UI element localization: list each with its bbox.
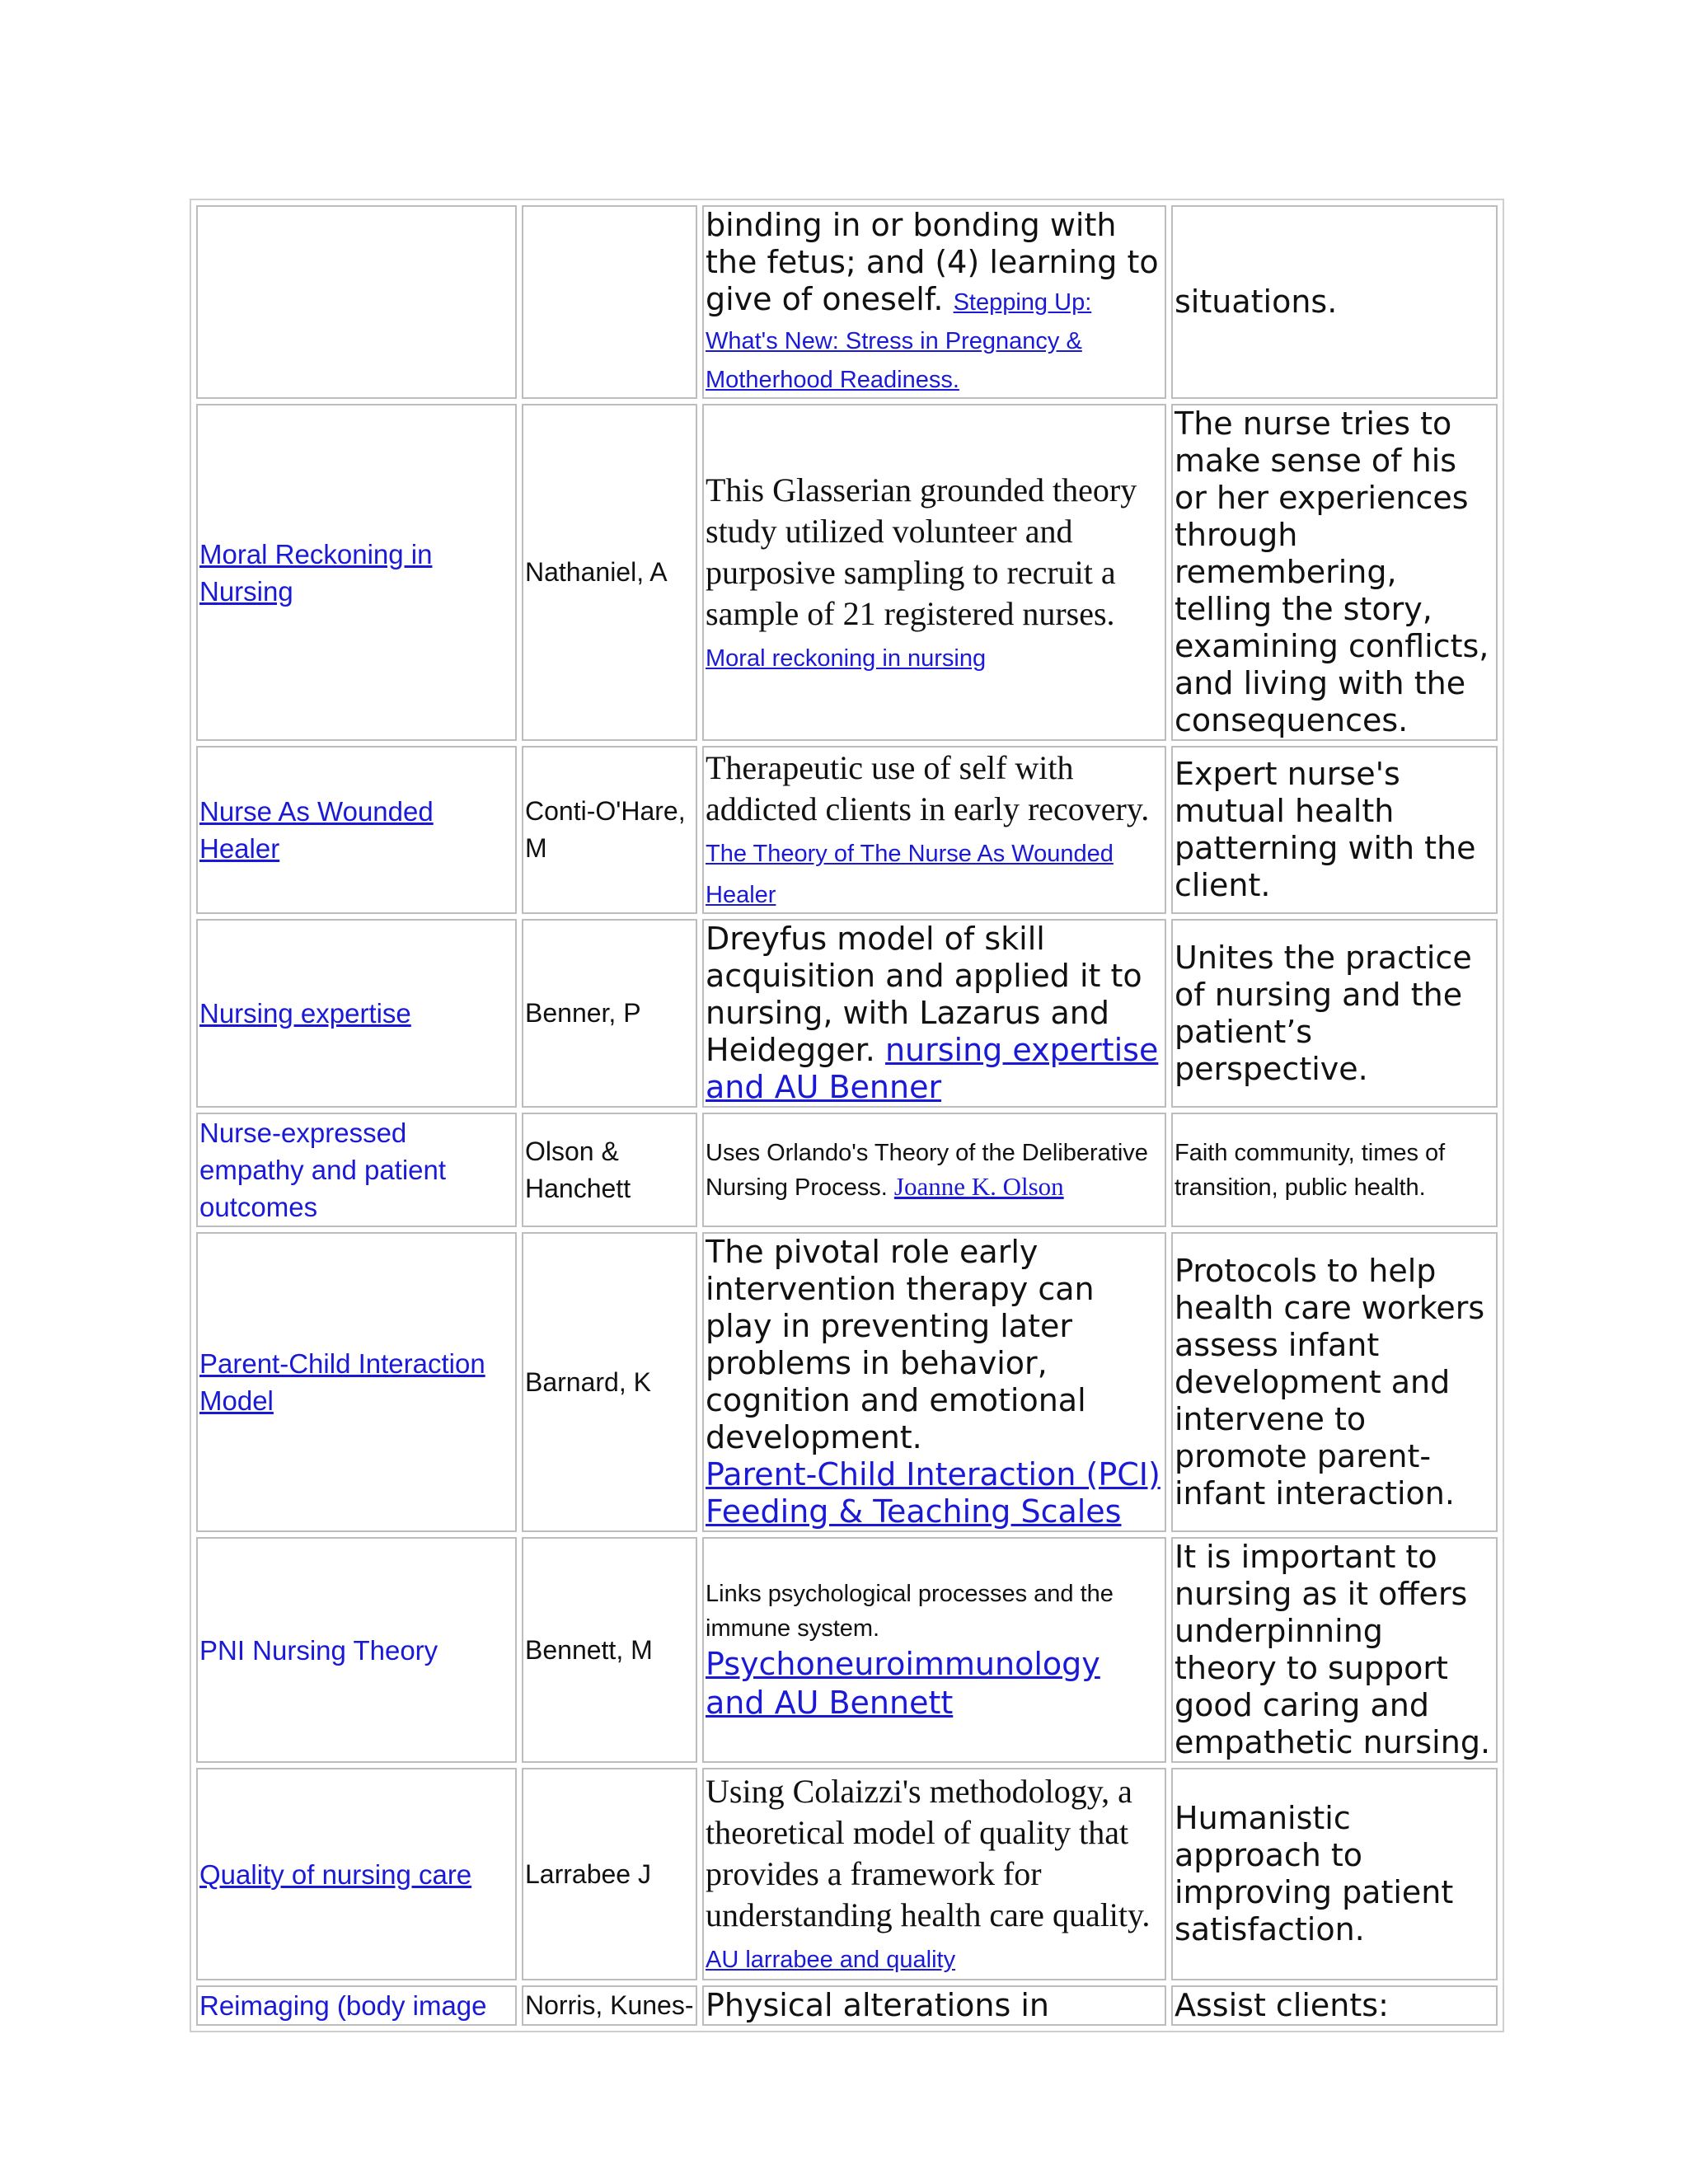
description-cell — [702, 746, 1166, 914]
nursing-theories-table — [190, 199, 1504, 2032]
theory-link[interactable]: Nurse As Wounded Healer — [199, 796, 434, 864]
table-row — [196, 404, 1498, 741]
description-text: Physical alterations in — [706, 1987, 1049, 2023]
table-row — [196, 205, 1498, 399]
theory-cell — [196, 1768, 517, 1980]
use-cell — [1171, 1232, 1498, 1532]
table-row — [196, 919, 1498, 1108]
use-cell — [1171, 1985, 1498, 2026]
description-link[interactable]: nursing expertise and AU Benner — [706, 1032, 1159, 1105]
description-text: binding in or bonding with the fetus; and (4) learning to give of oneself. — [706, 207, 1159, 317]
description-cell — [702, 919, 1166, 1108]
theory-cell — [196, 1985, 517, 2026]
table-row — [196, 1768, 1498, 1980]
theory-cell — [196, 919, 517, 1108]
description-text: Dreyfus model of skill acquisition and applied it to nursing, with Lazarus and Heidegger. — [706, 921, 1142, 1068]
use-text: situations. — [1175, 284, 1338, 320]
description-text: The pivotal role early intervention therapy can play in preventing later problems in behavior, cognition and emotional development. — [706, 1234, 1095, 1455]
author-cell — [522, 746, 697, 914]
description-text: Uses Orlando's Theory of the Deliberative Nursing Process. — [706, 1139, 1148, 1201]
author-cell — [522, 919, 697, 1108]
theory-cell — [196, 1232, 517, 1532]
author-cell — [522, 205, 697, 399]
use-text: Assist clients: — [1175, 1987, 1389, 2023]
description-link[interactable]: Stepping Up: What's New: Stress in Pregnancy & Motherhood Readiness. — [706, 289, 1092, 393]
author-name: Olson & Hanchett — [525, 1136, 631, 1203]
author-name: Norris, Kunes- — [525, 1990, 694, 2020]
description-link[interactable]: Moral reckoning in nursing — [706, 644, 987, 672]
theory-link[interactable]: Moral Reckoning in Nursing — [199, 538, 433, 607]
theory-name: PNI Nursing Theory — [199, 1634, 438, 1666]
author-cell — [522, 404, 697, 741]
description-link[interactable]: Psychoneuroimmunology and AU Bennett — [706, 1646, 1100, 1721]
description-cell — [702, 1113, 1166, 1227]
description-text: Links psychological processes and the immune system. — [706, 1581, 1114, 1642]
description-cell — [702, 1537, 1166, 1763]
author-cell — [522, 1232, 697, 1532]
author-name: Barnard, K — [525, 1366, 651, 1397]
description-link[interactable]: AU larrabee and quality — [706, 1947, 956, 1973]
use-cell — [1171, 1768, 1498, 1980]
description-text: This Glasserian grounded theory study utilized volunteer and purposive sampling to recruit a sample of 21 registered nurses. — [706, 471, 1137, 632]
description-link[interactable]: The Theory of The Nurse As Wounded Healer — [706, 841, 1114, 908]
author-cell — [522, 1537, 697, 1763]
author-name: Nathaniel, A — [525, 557, 668, 587]
use-text: Unites the practice of nursing and the patient’s perspective. — [1175, 939, 1472, 1087]
description-cell — [702, 1985, 1166, 2026]
description-cell — [702, 404, 1166, 741]
use-text: The nurse tries to make sense of his or her experiences through remembering, telling the story, examining conflicts, and living with the consequences. — [1175, 405, 1489, 738]
author-cell — [522, 1113, 697, 1227]
table-row — [196, 1537, 1498, 1763]
table-row — [196, 746, 1498, 914]
use-text: It is important to nursing as it offers underpinning theory to support good caring and empathetic nursing. — [1175, 1539, 1491, 1760]
use-text: Faith community, times of transition, public health. — [1175, 1139, 1446, 1201]
description-text: Therapeutic use of self with addicted clients in early recovery. — [706, 749, 1150, 827]
description-link[interactable]: Parent-Child Interaction (PCI) Feeding & Teaching Scales — [706, 1456, 1160, 1530]
theory-cell — [196, 1113, 517, 1227]
theory-name: Nurse-expressed empathy and patient outcomes — [199, 1118, 447, 1222]
use-cell — [1171, 404, 1498, 741]
author-cell — [522, 1768, 697, 1980]
use-cell — [1171, 205, 1498, 399]
theory-link[interactable]: Nursing expertise — [199, 998, 411, 1029]
description-link[interactable]: Joanne K. Olson — [893, 1171, 1064, 1201]
author-name: Benner, P — [525, 998, 641, 1028]
theory-cell — [196, 205, 517, 399]
table-row — [196, 1113, 1498, 1227]
theory-cell — [196, 1537, 517, 1763]
theory-cell — [196, 746, 517, 914]
use-cell — [1171, 919, 1498, 1108]
theory-name: Reimaging (body image — [199, 1990, 487, 2021]
use-text: Humanistic approach to improving patient satisfaction. — [1175, 1800, 1454, 1947]
use-text: Protocols to help health care workers assess infant development and intervene to promote parent-infant interaction. — [1175, 1252, 1485, 1511]
table-row — [196, 1985, 1498, 2026]
theory-link[interactable]: Quality of nursing care — [199, 1858, 472, 1890]
use-text: Expert nurse's mutual health patterning with the client. — [1175, 756, 1476, 903]
table-row — [196, 1232, 1498, 1532]
theory-cell — [196, 404, 517, 741]
author-name: Conti-O'Hare, M — [525, 796, 686, 863]
use-cell — [1171, 1113, 1498, 1227]
description-cell — [702, 1232, 1166, 1532]
author-name: Bennett, M — [525, 1634, 653, 1665]
description-cell — [702, 1768, 1166, 1980]
author-name: Larrabee J — [525, 1858, 651, 1889]
author-cell — [522, 1985, 697, 2026]
description-text: Using Colaizzi's methodology, a theoretical model of quality that provides a framework for understanding health care quality. — [706, 1773, 1151, 1933]
use-cell — [1171, 746, 1498, 914]
description-cell — [702, 205, 1166, 399]
use-cell — [1171, 1537, 1498, 1763]
theory-link[interactable]: Parent-Child Interaction Model — [199, 1348, 485, 1416]
